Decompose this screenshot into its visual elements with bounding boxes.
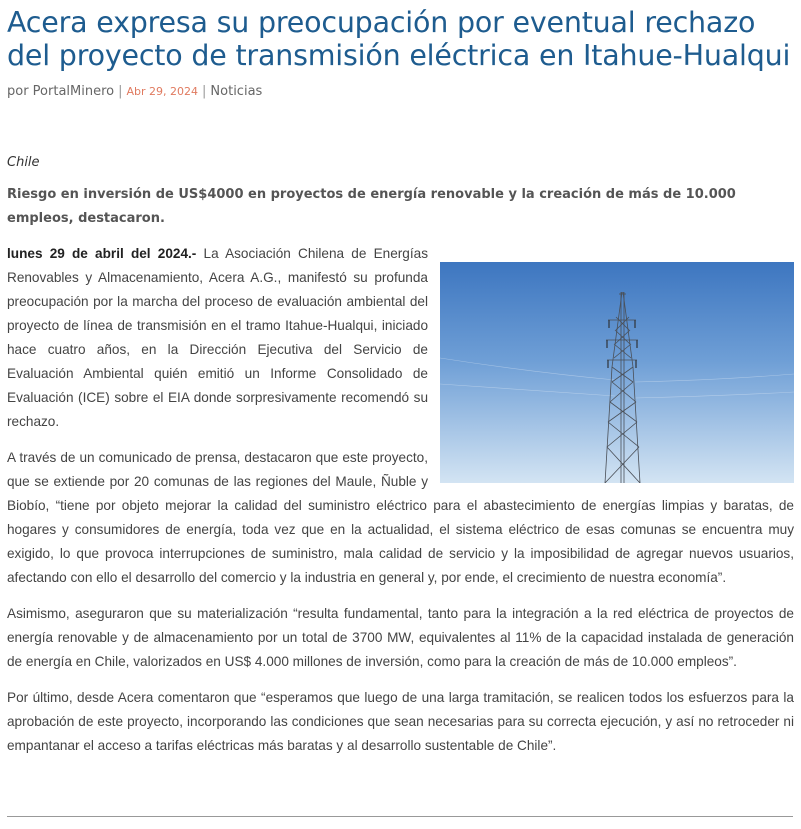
paragraph-4: Por último, desde Acera comentaron que “esperamos que luego de una larga tramitación, se realicen todos los esfuerzos para la aprobación de este proyecto, incorporando las condiciones que sean necesarias para su correcta ejecución, y así no retroceder ni empantanar el acceso a tarifas eléctricas más baratas y al desarrollo sustentable de Chile”. xyxy=(7,690,794,753)
category-link[interactable]: Noticias xyxy=(210,84,263,99)
article-title: Acera expresa su preocupación por eventual rechazo del proyecto de transmisión eléctrica en Itahue-Hualqui xyxy=(7,6,791,72)
paragraph-3: Asimismo, aseguraron que su materialización “resulta fundamental, tanto para la integración a la red eléctrica de proyectos de energía renovable y de almacenamiento por un total de 3700 MW, equivalentes al 11% de la capacidad instalada de generación de energía en Chile, valorizados en US$ 4.000 millones de inversión, como para la creación de más de 10.000 empleos”. xyxy=(7,606,794,669)
transmission-tower-photo xyxy=(440,262,794,483)
publish-date: Abr 29, 2024 xyxy=(126,85,199,98)
article-body xyxy=(7,242,794,770)
article-lead: Riesgo en inversión de US$4000 en proyectos de energía renovable y la creación de más de 10.000 empleos, destacaron. xyxy=(7,187,736,226)
paragraph-2: A través de un comunicado de prensa, destacaron que este proyecto, que se extiende por 20 comunas de las regiones del Maule, Ñuble y Biobío, “tiene por objeto mejorar la calidad del suministro eléctrico para el abastecimiento de energías limpias y baratas, de hogares y consumidores de energía, toda vez que en la actualidad, el sistema eléctrico de esas comunas se encuentra muy exigido, lo que provoca interrupciones de suministro, mala calidad de servicio y la imposibilidad de agregar nuevos usuarios, afectando con ello el desarrollo del comercio y la industria en general y, por ende, el crecimiento de nuestra economía”. xyxy=(7,450,794,585)
article-meta xyxy=(7,84,262,99)
paragraph-1-text: La Asociación Chilena de Energías Renovables y Almacenamiento, Acera A.G., manifestó su profunda preocupación por la marcha del proceso de evaluación ambiental del proyecto de línea de transmisión en el tramo Itahue-Hualqui, iniciado hace cuatro años, en la Dirección Ejecutiva del Servicio de Evaluación Ambiental quién emitió un Informe Consolidado de Evaluación (ICE) sobre el EIA donde sorpresivamente recomendó su rechazo. xyxy=(7,246,429,429)
meta-separator: | xyxy=(202,84,207,99)
location-label: Chile xyxy=(7,155,40,170)
author-link[interactable]: por PortalMinero xyxy=(7,84,115,99)
meta-separator: | xyxy=(118,84,123,99)
article-dateline: lunes 29 de abril del 2024.- xyxy=(7,246,197,261)
bottom-divider xyxy=(7,816,793,817)
